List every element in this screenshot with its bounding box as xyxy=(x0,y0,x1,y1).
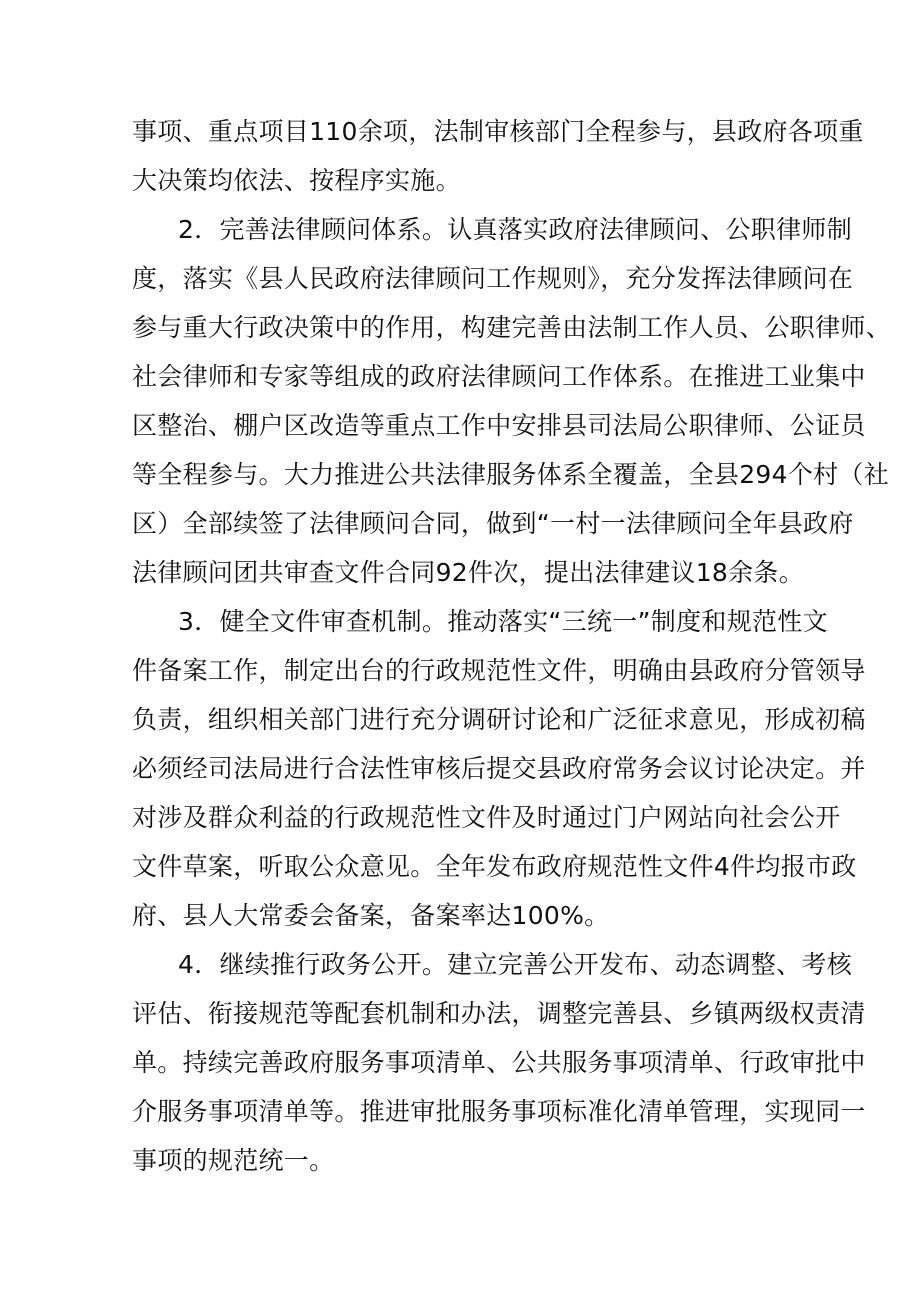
text-line: 对涉及群众利益的行政规范性文件及时通过门户网站向社会公开 xyxy=(132,803,841,832)
text-line: 等全程参与。大力推进公共法律服务体系全覆盖，全县294个村（社 xyxy=(132,460,890,489)
text-line: 事项的规范统一。 xyxy=(132,1146,335,1175)
text-line: 区）全部续签了法律顾问合同，做到“一村一法律顾问全年县政府 xyxy=(132,509,854,538)
paragraph-2-heading-line: 2．完善法律顾问体系。认真落实政府法律顾问、公职律师制 xyxy=(178,215,853,244)
text-line: 府、县人大常委会备案，备案率达100%。 xyxy=(132,901,610,930)
text-line: 负责，组织相关部门进行充分调研讨论和广泛征求意见，形成初稿 xyxy=(132,705,866,734)
text-line: 介服务事项清单等。推进审批服务事项标准化清单管理，实现同一 xyxy=(132,1097,866,1126)
text-line: 评估、衔接规范等配套机制和办法，调整完善县、乡镇两级权责清 xyxy=(132,999,866,1028)
text-line: 度，落实《县人民政府法律顾问工作规则》，充分发挥法律顾问在 xyxy=(132,264,854,293)
text-line: 区整治、棚户区改造等重点工作中安排县司法局公职律师、公证员 xyxy=(132,411,866,440)
text-line: 大决策均依法、按程序实施。 xyxy=(132,166,461,195)
text-line: 社会律师和专家等组成的政府法律顾问工作体系。在推进工业集中 xyxy=(132,362,866,391)
text-line: 参与重大行政决策中的作用，构建完善由法制工作人员、公职律师、 xyxy=(132,313,892,342)
text-line: 单。持续完善政府服务事项清单、公共服务事项清单、行政审批中 xyxy=(132,1048,866,1077)
text-line: 文件草案，听取公众意见。全年发布政府规范性文件4件均报市政 xyxy=(132,852,857,881)
text-line: 法律顾问团共审查文件合同92件次，提出法律建议18余条。 xyxy=(132,558,805,587)
text-line: 事项、重点项目110余项，法制审核部门全程参与，县政府各项重 xyxy=(132,117,864,146)
paragraph-4-heading-line: 4．继续推行政务公开。建立完善公开发布、动态调整、考核 xyxy=(178,950,853,979)
text-line: 件备案工作，制定出台的行政规范性文件，明确由县政府分管领导 xyxy=(132,656,866,685)
text-line: 必须经司法局进行合法性审核后提交县政府常务会议讨论决定。并 xyxy=(132,754,866,783)
paragraph-3-heading-line: 3．健全文件审查机制。推动落实“三统一”制度和规范性文 xyxy=(178,607,828,636)
